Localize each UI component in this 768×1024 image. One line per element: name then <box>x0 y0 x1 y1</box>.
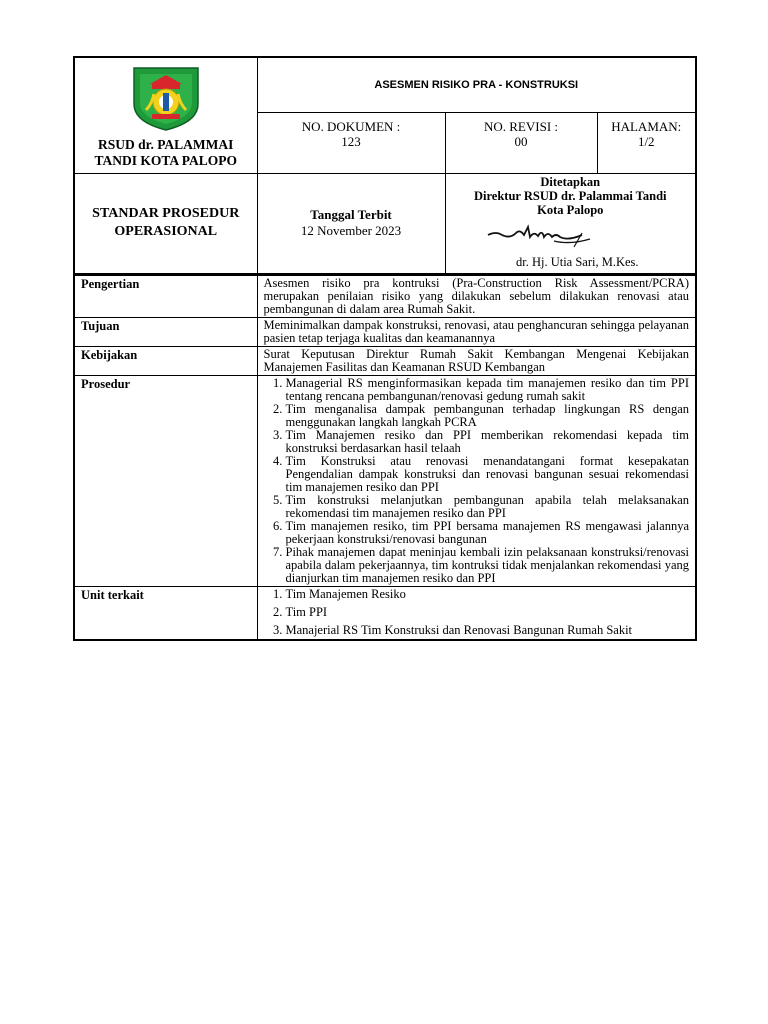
kebijakan-label: Kebijakan <box>74 346 257 375</box>
list-item: 6. Tim manajemen resiko, tim PPI bersama manajemen RS mengawasi jalannya pekerjaan konstruksi/renovasi bangunan <box>286 520 690 546</box>
issue-date-cell <box>257 174 445 274</box>
row-prosedur <box>74 375 696 586</box>
prosedur-cell <box>257 375 696 586</box>
page-label: HALAMAN: <box>611 119 682 135</box>
header-table <box>73 56 697 275</box>
prosedur-label: Prosedur <box>74 375 257 586</box>
unit-cell <box>257 586 696 640</box>
row-pengertian <box>74 275 696 317</box>
signature-area <box>446 217 696 255</box>
list-item: 2. Tim menganalisa dampak pembangunan terhadap lingkungan RS dengan menggunakan langkah langkah PCRA <box>286 403 690 429</box>
list-item: 4. Tim Konstruksi atau renovasi menandatangani format kesepakatan Pengendalian dampak konstruksi dan renovasi bangunan sesuai rekomendasi tim manajemen resiko dan PPI <box>286 455 690 494</box>
sop-title-cell <box>74 174 257 274</box>
approval-cell <box>445 174 696 274</box>
pengertian-text: Asesmen risiko pra kontruksi (Pra-Construction Risk Assessment/PCRA) merupakan penilaian risiko yang dilakukan sebelum dilakukan renovasi atau pembangunan di dalam area Rumah Sakit. <box>257 275 696 317</box>
list-item: 3. Manajerial RS Tim Konstruksi dan Renovasi Bangunan Rumah Sakit <box>286 624 690 637</box>
tujuan-text: Meminimalkan dampak konstruksi, renovasi, atau penghancuran sehingga pelayanan pasien tetap terjaga kualitas dan keamanannya <box>257 317 696 346</box>
prosedur-list <box>264 377 690 585</box>
org-name-line1: RSUD dr. PALAMMAI <box>98 137 234 152</box>
row-unit-terkait <box>74 586 696 640</box>
page-value: 1/2 <box>637 134 655 150</box>
doc-number-cell <box>257 113 445 174</box>
doc-number-value: 123 <box>341 134 361 150</box>
sop-title-line1: STANDAR PROSEDUR <box>92 206 240 222</box>
pengertian-label: Pengertian <box>74 275 257 317</box>
unit-label: Unit terkait <box>74 586 257 640</box>
revision-cell <box>445 113 597 174</box>
list-item: 2. Tim PPI <box>286 606 690 619</box>
approver-title-line2: Kota Palopo <box>537 203 604 217</box>
tujuan-label: Tujuan <box>74 317 257 346</box>
approved-label: Ditetapkan <box>540 175 601 189</box>
page-cell <box>597 113 696 174</box>
city-emblem-icon <box>130 64 202 132</box>
issue-date-label: Tanggal Terbit <box>310 207 392 223</box>
org-cell <box>74 57 257 174</box>
list-item: 7. Pihak manajemen dapat meninjau kembali izin pelaksanaan konstruksi/renovasi apabila dalam pekerjaannya, tim kontruksi tidak menjalankan rekomendasi yang dianjurkan tim manajemen resiko dan PPI <box>286 546 690 585</box>
doc-number-label: NO. DOKUMEN : <box>301 119 401 135</box>
signature-icon <box>486 217 606 253</box>
approver-title-line1: Direktur RSUD dr. Palammai Tandi <box>473 189 667 203</box>
revision-value: 00 <box>514 134 528 150</box>
signatory-name: dr. Hj. Utia Sari, M.Kes. <box>515 255 639 269</box>
list-item: 5. Tim konstruksi melanjutkan pembangunan apabila telah melaksanakan rekomendasi tim manajemen resiko dan PPI <box>286 494 690 520</box>
list-item: 1. Tim Manajemen Resiko <box>286 588 690 601</box>
content-table <box>73 275 697 641</box>
sop-document <box>73 56 695 641</box>
issue-date-value: 12 November 2023 <box>300 223 402 239</box>
revision-label: NO. REVISI : <box>483 119 559 135</box>
kebijakan-text: Surat Keputusan Direktur Rumah Sakit Kembangan Mengenai Kebijakan Manajemen Fasilitas dan Keamanan RSUD Kembangan <box>257 346 696 375</box>
sop-title-line2: OPERASIONAL <box>114 224 218 240</box>
document-title: ASESMEN RISIKO PRA - KONSTRUKSI <box>257 57 696 113</box>
row-tujuan <box>74 317 696 346</box>
list-item: 1. Managerial RS menginformasikan kepada tim manajemen resiko dan tim PPI tentang rencana pembangunan/renovasi gedung rumah sakit <box>286 377 690 403</box>
unit-list <box>264 588 690 637</box>
list-item: 3. Tim Manajemen resiko dan PPI memberikan rekomendasi kepada tim konstruksi berdasarkan hasil telaah <box>286 429 690 455</box>
org-name-line2: TANDI KOTA PALOPO <box>94 153 237 168</box>
row-kebijakan <box>74 346 696 375</box>
